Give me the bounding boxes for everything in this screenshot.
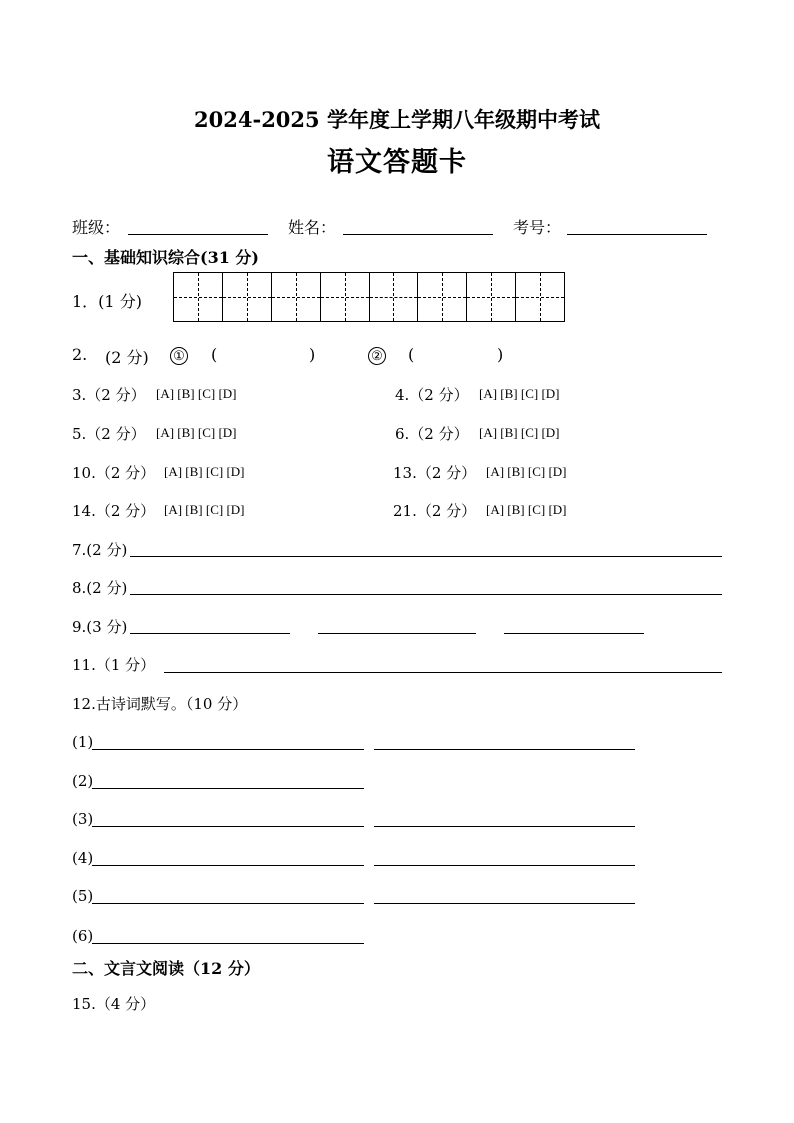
section2-heading: 二、文言文阅读（12 分）: [72, 959, 260, 978]
q4-label: 4.（2 分）: [395, 386, 469, 404]
poem-5-line-a[interactable]: [92, 903, 364, 904]
q2-mark-2: ②: [368, 347, 386, 365]
q2-paren-open-1: (: [211, 345, 218, 364]
q6-label: 6.（2 分）: [395, 425, 469, 443]
q5-label: 5.（2 分）: [72, 425, 146, 443]
grid-guide-vertical: [296, 273, 297, 321]
poem-1-label: (1): [72, 733, 94, 751]
poem-4-line-b[interactable]: [374, 865, 635, 866]
q5-options[interactable]: [A] [B] [C] [D]: [156, 425, 237, 440]
grid-cell[interactable]: [223, 273, 272, 321]
q13-label: 13.（2 分）: [393, 464, 477, 482]
name-label: 姓名：: [288, 218, 337, 237]
q7-label: 7.(2 分): [72, 541, 128, 559]
q2-paren-open-2: (: [408, 345, 415, 364]
q9-answer-line-1[interactable]: [130, 633, 290, 634]
q14-label: 14.（2 分）: [72, 502, 156, 520]
q11-answer-line[interactable]: [164, 672, 722, 673]
grid-guide-vertical: [540, 273, 541, 321]
poem-6-line-a[interactable]: [92, 943, 364, 944]
poem-5-label: (5): [72, 887, 94, 905]
grid-cell[interactable]: [418, 273, 467, 321]
q2-paren-close-1: ): [309, 345, 316, 364]
poem-1-line-a[interactable]: [92, 749, 364, 750]
grid-guide-vertical: [198, 273, 199, 321]
q2-answer-1[interactable]: [222, 364, 304, 365]
q9-label: 9.(3 分): [72, 618, 128, 636]
q15-label: 15.（4 分）: [72, 995, 156, 1013]
q2-answer-2[interactable]: [420, 364, 492, 365]
q21-options[interactable]: [A] [B] [C] [D]: [486, 502, 567, 517]
poem-1-line-b[interactable]: [374, 749, 635, 750]
q7-answer-line[interactable]: [130, 556, 722, 557]
q2-score: (2 分): [105, 348, 149, 367]
name-field[interactable]: [343, 234, 493, 235]
q3-options[interactable]: [A] [B] [C] [D]: [156, 386, 237, 401]
exam-number-field[interactable]: [567, 234, 707, 235]
q1-label: 1．(1 分): [72, 292, 142, 311]
q11-label: 11.（1 分）: [72, 656, 156, 674]
poem-3-line-b[interactable]: [374, 826, 635, 827]
grid-guide-vertical: [491, 273, 492, 321]
answer-sheet-title: 语文答题卡: [327, 147, 467, 178]
q13-options[interactable]: [A] [B] [C] [D]: [486, 464, 567, 479]
poem-6-label: (6): [72, 927, 94, 945]
q12-label: 12.古诗词默写。（10 分）: [72, 695, 248, 713]
class-field[interactable]: [128, 234, 268, 235]
poem-3-line-a[interactable]: [92, 826, 364, 827]
grid-cell[interactable]: [516, 273, 564, 321]
exam-number-label: 考号：: [513, 218, 562, 237]
q6-options[interactable]: [A] [B] [C] [D]: [479, 425, 560, 440]
poem-4-line-a[interactable]: [92, 865, 364, 866]
q10-options[interactable]: [A] [B] [C] [D]: [164, 464, 245, 479]
q3-label: 3.（2 分）: [72, 386, 146, 404]
q9-answer-line-2[interactable]: [318, 633, 476, 634]
q2-mark-1: ①: [170, 347, 188, 365]
poem-2-label: (2): [72, 772, 94, 790]
q1-writing-grid[interactable]: [173, 272, 565, 322]
poem-4-label: (4): [72, 849, 94, 867]
q4-options[interactable]: [A] [B] [C] [D]: [479, 386, 560, 401]
grid-guide-vertical: [393, 273, 394, 321]
grid-cell[interactable]: [467, 273, 516, 321]
grid-guide-vertical: [442, 273, 443, 321]
exam-title: 2024-2025 学年度上学期八年级期中考试: [194, 107, 600, 132]
grid-guide-vertical: [247, 273, 248, 321]
section1-heading: 一、基础知识综合(31 分): [72, 248, 259, 267]
q21-label: 21.（2 分）: [393, 502, 477, 520]
class-label: 班级：: [72, 218, 121, 237]
poem-5-line-b[interactable]: [374, 903, 635, 904]
q2-number: 2.: [72, 345, 88, 364]
grid-cell[interactable]: [174, 273, 223, 321]
q9-answer-line-3[interactable]: [504, 633, 644, 634]
q8-answer-line[interactable]: [130, 594, 722, 595]
grid-cell[interactable]: [272, 273, 321, 321]
q14-options[interactable]: [A] [B] [C] [D]: [164, 502, 245, 517]
q8-label: 8.(2 分): [72, 579, 128, 597]
poem-3-label: (3): [72, 810, 94, 828]
grid-cell[interactable]: [370, 273, 419, 321]
q10-label: 10.（2 分）: [72, 464, 156, 482]
grid-guide-vertical: [345, 273, 346, 321]
grid-cell[interactable]: [321, 273, 370, 321]
q2-paren-close-2: ): [497, 345, 504, 364]
poem-2-line-a[interactable]: [92, 788, 364, 789]
